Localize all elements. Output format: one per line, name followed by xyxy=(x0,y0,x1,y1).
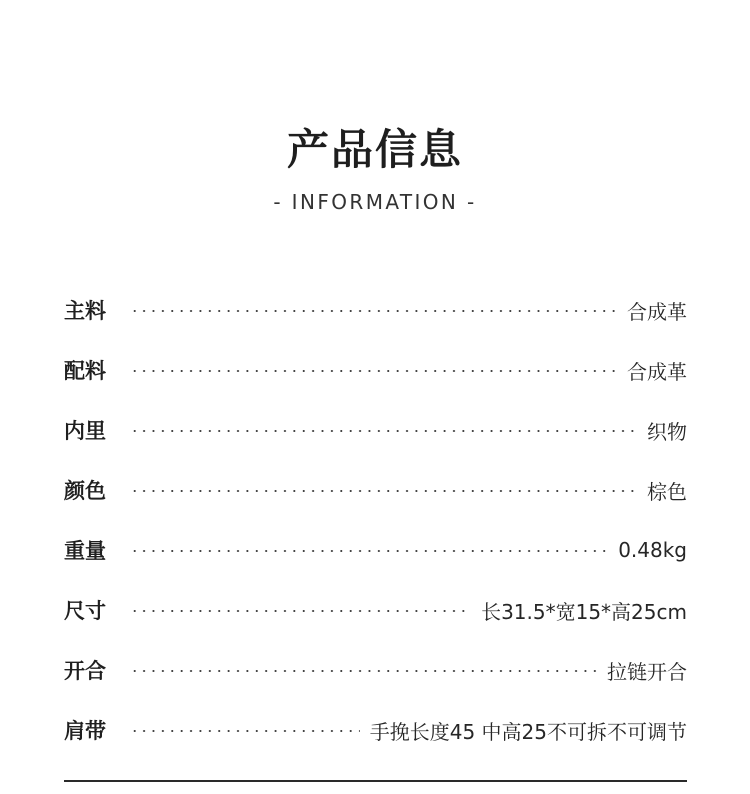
spec-label: 重量 xyxy=(64,539,106,563)
spec-value: 棕色 xyxy=(647,479,687,504)
spec-value: 手挽长度45 中高25不可拆不可调节 xyxy=(369,719,687,744)
spec-value: 合成革 xyxy=(627,299,687,324)
page-title: 产品信息 xyxy=(286,125,463,174)
spec-label: 颜色 xyxy=(64,479,106,503)
page-subtitle: - INFORMATION - xyxy=(273,190,477,214)
spec-row-accessory-material xyxy=(64,347,687,393)
spec-row-closure xyxy=(64,647,687,693)
dot-leader xyxy=(130,670,597,672)
dot-leader xyxy=(130,370,617,372)
dot-leader xyxy=(130,610,471,612)
spec-value: 0.48kg xyxy=(618,538,687,562)
spec-label: 尺寸 xyxy=(64,599,106,623)
spec-row-weight xyxy=(64,527,687,573)
bottom-divider xyxy=(64,780,687,782)
dot-leader xyxy=(130,310,617,312)
spec-list xyxy=(64,287,687,767)
spec-row-color xyxy=(64,467,687,513)
dot-leader xyxy=(130,550,608,552)
spec-value: 长31.5*宽15*高25cm xyxy=(481,599,687,624)
spec-value: 合成革 xyxy=(627,359,687,384)
spec-row-main-material xyxy=(64,287,687,333)
spec-row-strap xyxy=(64,707,687,753)
spec-label: 主料 xyxy=(64,299,106,323)
dot-leader xyxy=(130,490,637,492)
spec-value: 织物 xyxy=(647,419,687,444)
spec-label: 配料 xyxy=(64,359,106,383)
spec-label: 内里 xyxy=(64,419,106,443)
spec-label: 开合 xyxy=(64,659,106,683)
spec-row-lining xyxy=(64,407,687,453)
spec-row-size xyxy=(64,587,687,633)
spec-label: 肩带 xyxy=(64,719,106,743)
dot-leader xyxy=(130,730,360,732)
spec-value: 拉链开合 xyxy=(607,659,687,684)
dot-leader xyxy=(130,430,637,432)
